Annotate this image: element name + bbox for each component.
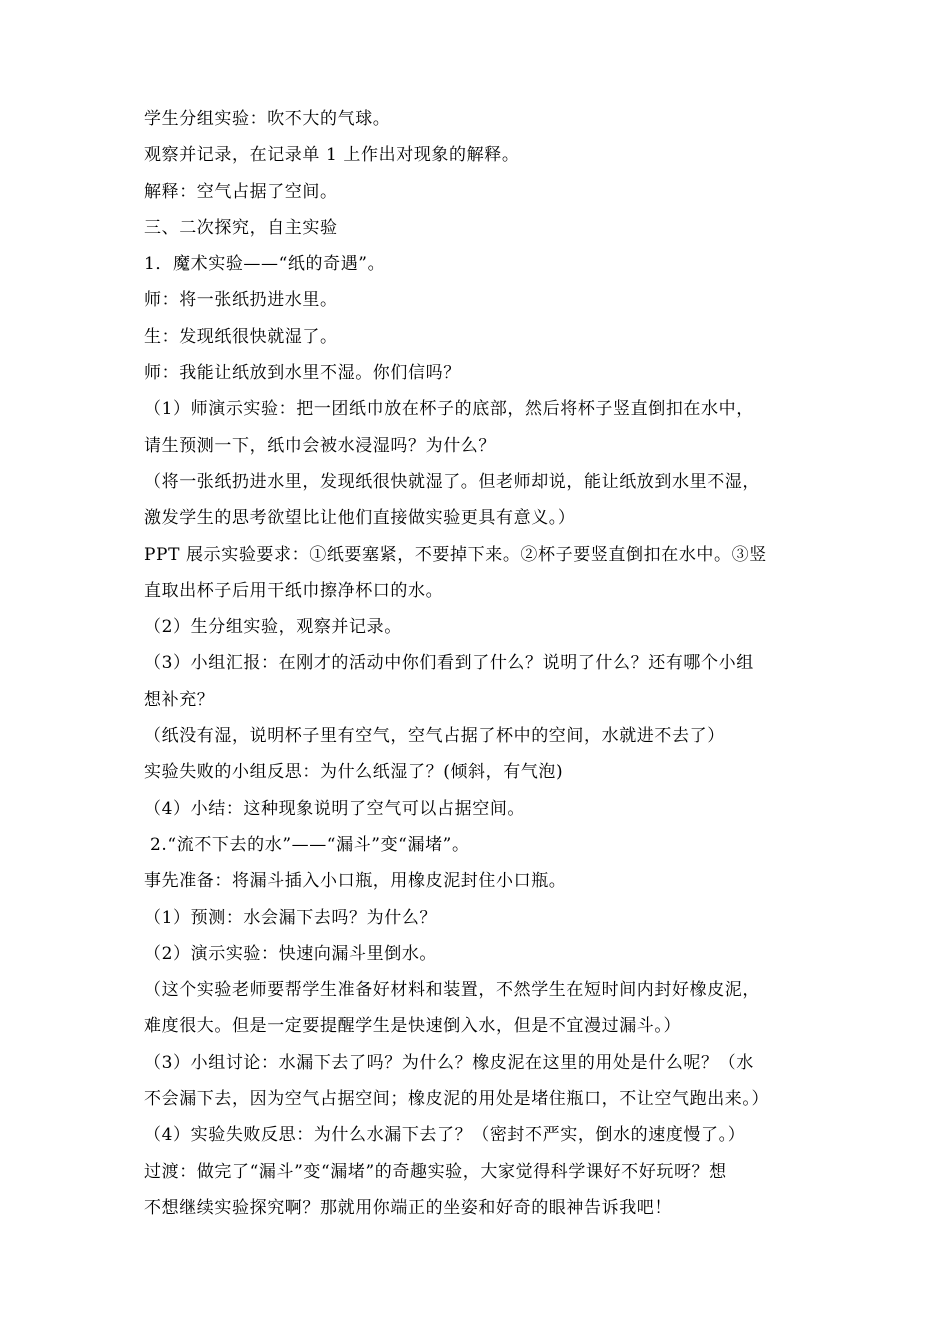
text-line: 学生分组实验：吹不大的气球。 xyxy=(144,109,391,129)
text-line: 师：我能让纸放到水里不湿。你们信吗？ xyxy=(144,363,461,384)
text-line: （1）预测：水会漏下去吗？为什么？ xyxy=(144,907,438,928)
text-line: （3）小组汇报：在刚才的活动中你们看到了什么？说明了什么？还有哪个小组 xyxy=(144,653,754,674)
text-line: 生：发现纸很快就湿了。 xyxy=(144,326,338,347)
text-line: （将一张纸扔进水里，发现纸很快就湿了。但老师却说，能让纸放到水里不湿， xyxy=(144,471,760,492)
text-line: 想补充？ xyxy=(144,689,215,710)
text-line: 不会漏下去，因为空气占据空间；橡皮泥的用处是堵住瓶口，不让空气跑出来。） xyxy=(144,1089,770,1110)
text-line: 直取出杯子后用干纸巾擦净杯口的水。 xyxy=(144,580,444,601)
text-line: 难度很大。但是一定要提醒学生是快速倒入水，但是不宜漫过漏斗。） xyxy=(144,1016,682,1037)
text-line: （2）演示实验：快速向漏斗里倒水。 xyxy=(144,943,438,964)
text-line: （纸没有湿，说明杯子里有空气，空气占据了杯中的空间，水就进不去了） xyxy=(144,726,725,747)
text-line: 不想继续实验探究啊？那就用你端正的坐姿和好奇的眼神告诉我吧！ xyxy=(144,1197,672,1218)
section-heading: 三、二次探究，自主实验 xyxy=(144,217,338,238)
text-line: （3）小组讨论：水漏下去了吗？为什么？橡皮泥在这里的用处是什么呢？（水 xyxy=(144,1052,754,1073)
text-line: （4）实验失败反思：为什么水漏下去了？（密封不严实，倒水的速度慢了。） xyxy=(144,1125,746,1146)
text-line: （1）师演示实验：把一团纸巾放在杯子的底部，然后将杯子竖直倒扣在水中， xyxy=(144,399,754,420)
text-line: 解释：空气占据了空间。 xyxy=(144,181,338,202)
text-line: 观察并记录，在记录单 1 上作出对现象的解释。 xyxy=(144,145,520,166)
text-line: （4）小结：这种现象说明了空气可以占据空间。 xyxy=(144,798,526,819)
subsection-heading: 2.“流不下去的水”——“漏斗”变“漏堵”。 xyxy=(144,834,470,855)
text-line: 过渡：做完了“漏斗”变“漏堵”的奇趣实验，大家觉得科学课好不好玩呀？想 xyxy=(144,1161,727,1182)
text-line: 实验失败的小组反思：为什么纸湿了？(倾斜，有气泡) xyxy=(144,762,564,783)
text-line: （2）生分组实验，观察并记录。 xyxy=(144,617,402,638)
text-line: 请生预测一下，纸巾会被水浸湿吗？为什么？ xyxy=(144,435,496,456)
document-body xyxy=(144,101,824,1226)
text-line: 师：将一张纸扔进水里。 xyxy=(144,290,338,311)
text-line: （这个实验老师要帮学生准备好材料和装置，不然学生在短时间内封好橡皮泥， xyxy=(144,980,760,1001)
text-line: 激发学生的思考欲望比让他们直接做实验更具有意义。） xyxy=(144,508,576,529)
text-line: PPT 展示实验要求：①纸要塞紧，不要掉下来。②杯子要竖直倒扣在水中。③竖 xyxy=(144,544,767,565)
subsection-heading: 1．魔术实验——“纸的奇遇”。 xyxy=(144,254,386,275)
text-line: 事先准备：将漏斗插入小口瓶，用橡皮泥封住小口瓶。 xyxy=(144,871,567,892)
